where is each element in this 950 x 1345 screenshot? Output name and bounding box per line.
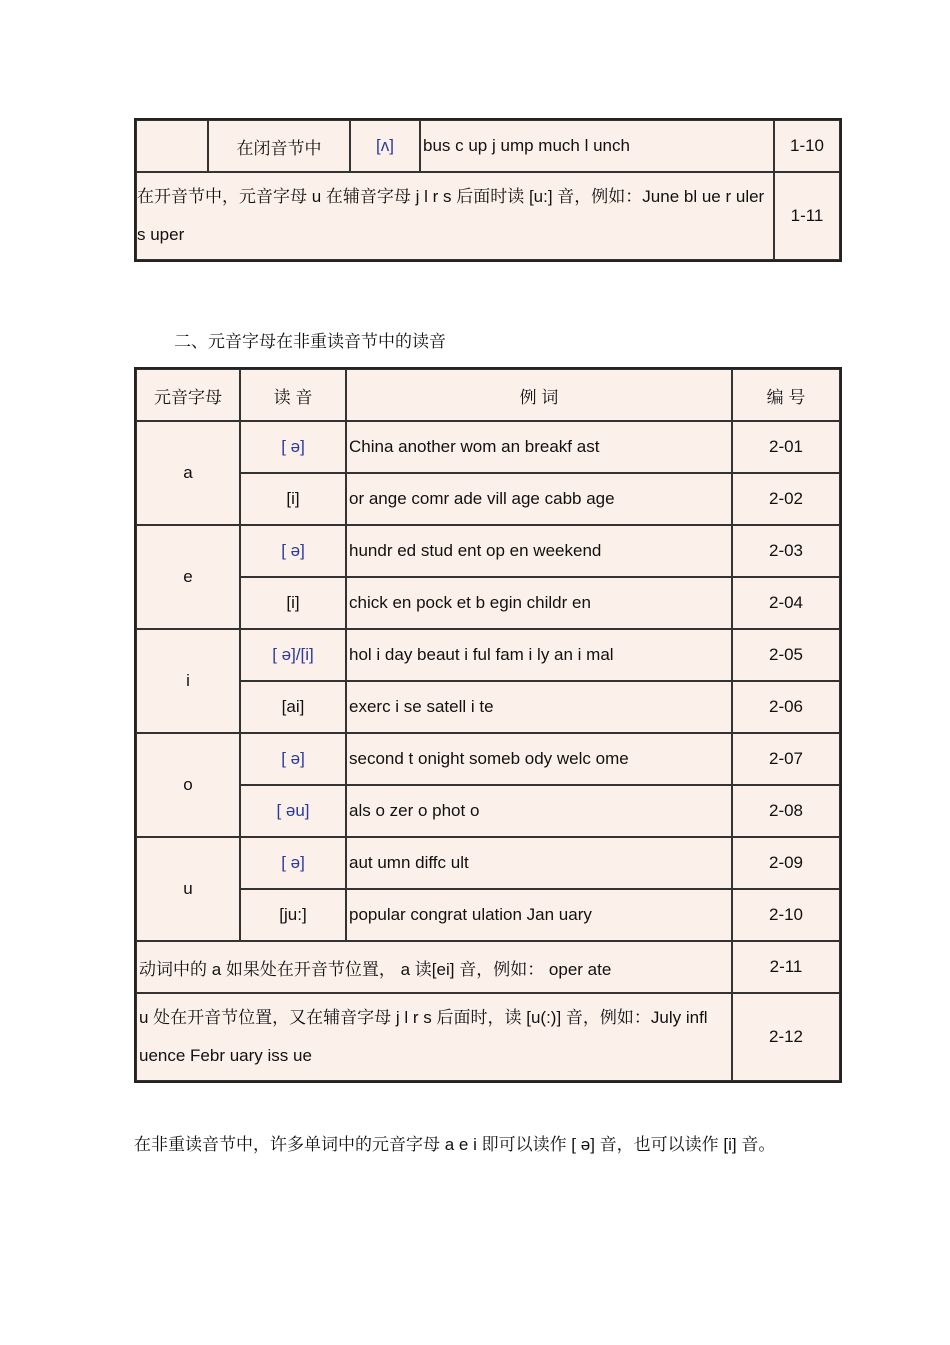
table-cell-number: 2-12 [732, 993, 840, 1081]
table-cell-sound: [i] [240, 473, 346, 525]
table-cell-examples: China another wom an breakf ast [346, 421, 732, 473]
table-row [136, 785, 840, 837]
table-cell-number: 2-06 [732, 681, 840, 733]
table-cell-examples: als o zer o phot o [346, 785, 732, 837]
table-cell-number: 2-10 [732, 889, 840, 941]
table-row [136, 681, 840, 733]
table-cell-number: 2-07 [732, 733, 840, 785]
table-cell-sound: [i] [240, 577, 346, 629]
table-row [136, 889, 840, 941]
header-number: 编 号 [732, 369, 840, 421]
table-cell-number: 2-02 [732, 473, 840, 525]
table-cell-number: 2-08 [732, 785, 840, 837]
table-cell-description: u 处在开音节位置，又在辅音字母 j l r s 后面时，读 [u(:)] 音，例如：July infl uence Febr uary iss ue [136, 993, 732, 1081]
table-row [136, 525, 840, 577]
table-cell-sound: [ ə] [240, 525, 346, 577]
table-cell-blank [136, 120, 208, 172]
table-cell-number: 1-10 [774, 120, 840, 172]
table-cell-examples: aut umn diffc ult [346, 837, 732, 889]
vowel-table-stressed [134, 118, 842, 262]
table-row [136, 172, 840, 260]
table-cell-condition: 在闭音节中 [208, 120, 350, 172]
section-heading: 二、元音字母在非重读音节中的读音 [174, 332, 446, 351]
table-cell-number: 2-04 [732, 577, 840, 629]
header-sound: 读 音 [240, 369, 346, 421]
header-examples: 例 词 [346, 369, 732, 421]
table-cell-sound: [ ə] [240, 421, 346, 473]
table-row [136, 473, 840, 525]
table-row [136, 733, 840, 785]
table-cell-letter: a [136, 421, 240, 525]
table-cell-examples: exerc i se satell i te [346, 681, 732, 733]
table-cell-letter: u [136, 837, 240, 941]
table-cell-phonetic: [ʌ] [350, 120, 420, 172]
table-row [136, 120, 840, 172]
table-cell-letter: e [136, 525, 240, 629]
table-cell-examples: hol i day beaut i ful fam i ly an i mal [346, 629, 732, 681]
table-row [136, 837, 840, 889]
table-cell-sound: [ju:] [240, 889, 346, 941]
table-cell-number: 1-11 [774, 172, 840, 260]
table-cell-examples: bus c up j ump much l unch [420, 120, 774, 172]
table-cell-number: 2-03 [732, 525, 840, 577]
table-cell-sound: [ai] [240, 681, 346, 733]
table-cell-sound: [ ə] [240, 837, 346, 889]
table-cell-number: 2-09 [732, 837, 840, 889]
vowel-table-unstressed [134, 367, 842, 1083]
table-cell-number: 2-05 [732, 629, 840, 681]
table-cell-examples: or ange comr ade vill age cabb age [346, 473, 732, 525]
table-header-row [136, 369, 840, 421]
footer-note: 在非重读音节中，许多单词中的元音字母 a e i 即可以读作 [ ə] 音，也可以读作 [i] 音。 [134, 1135, 776, 1154]
table-cell-letter: i [136, 629, 240, 733]
table-cell-description: 动词中的 a 如果处在开音节位置， a 读[ei] 音，例如： oper ate [136, 941, 732, 993]
table-cell-examples: chick en pock et b egin childr en [346, 577, 732, 629]
table-cell-examples: popular congrat ulation Jan uary [346, 889, 732, 941]
table-cell-description: 在开音节中，元音字母 u 在辅音字母 j l r s 后面时读 [u:] 音，例如：June bl ue r uler s uper [136, 172, 774, 260]
table-cell-number: 2-01 [732, 421, 840, 473]
table-row [136, 993, 840, 1081]
table-row [136, 577, 840, 629]
table-cell-sound: [ ə]/[i] [240, 629, 346, 681]
table-cell-examples: hundr ed stud ent op en weekend [346, 525, 732, 577]
table-row [136, 629, 840, 681]
table-row [136, 421, 840, 473]
header-letter: 元音字母 [136, 369, 240, 421]
table-cell-number: 2-11 [732, 941, 840, 993]
table-cell-examples: second t onight someb ody welc ome [346, 733, 732, 785]
table-cell-letter: o [136, 733, 240, 837]
table-cell-sound: [ ə] [240, 733, 346, 785]
table-row [136, 941, 840, 993]
table-cell-sound: [ əu] [240, 785, 346, 837]
